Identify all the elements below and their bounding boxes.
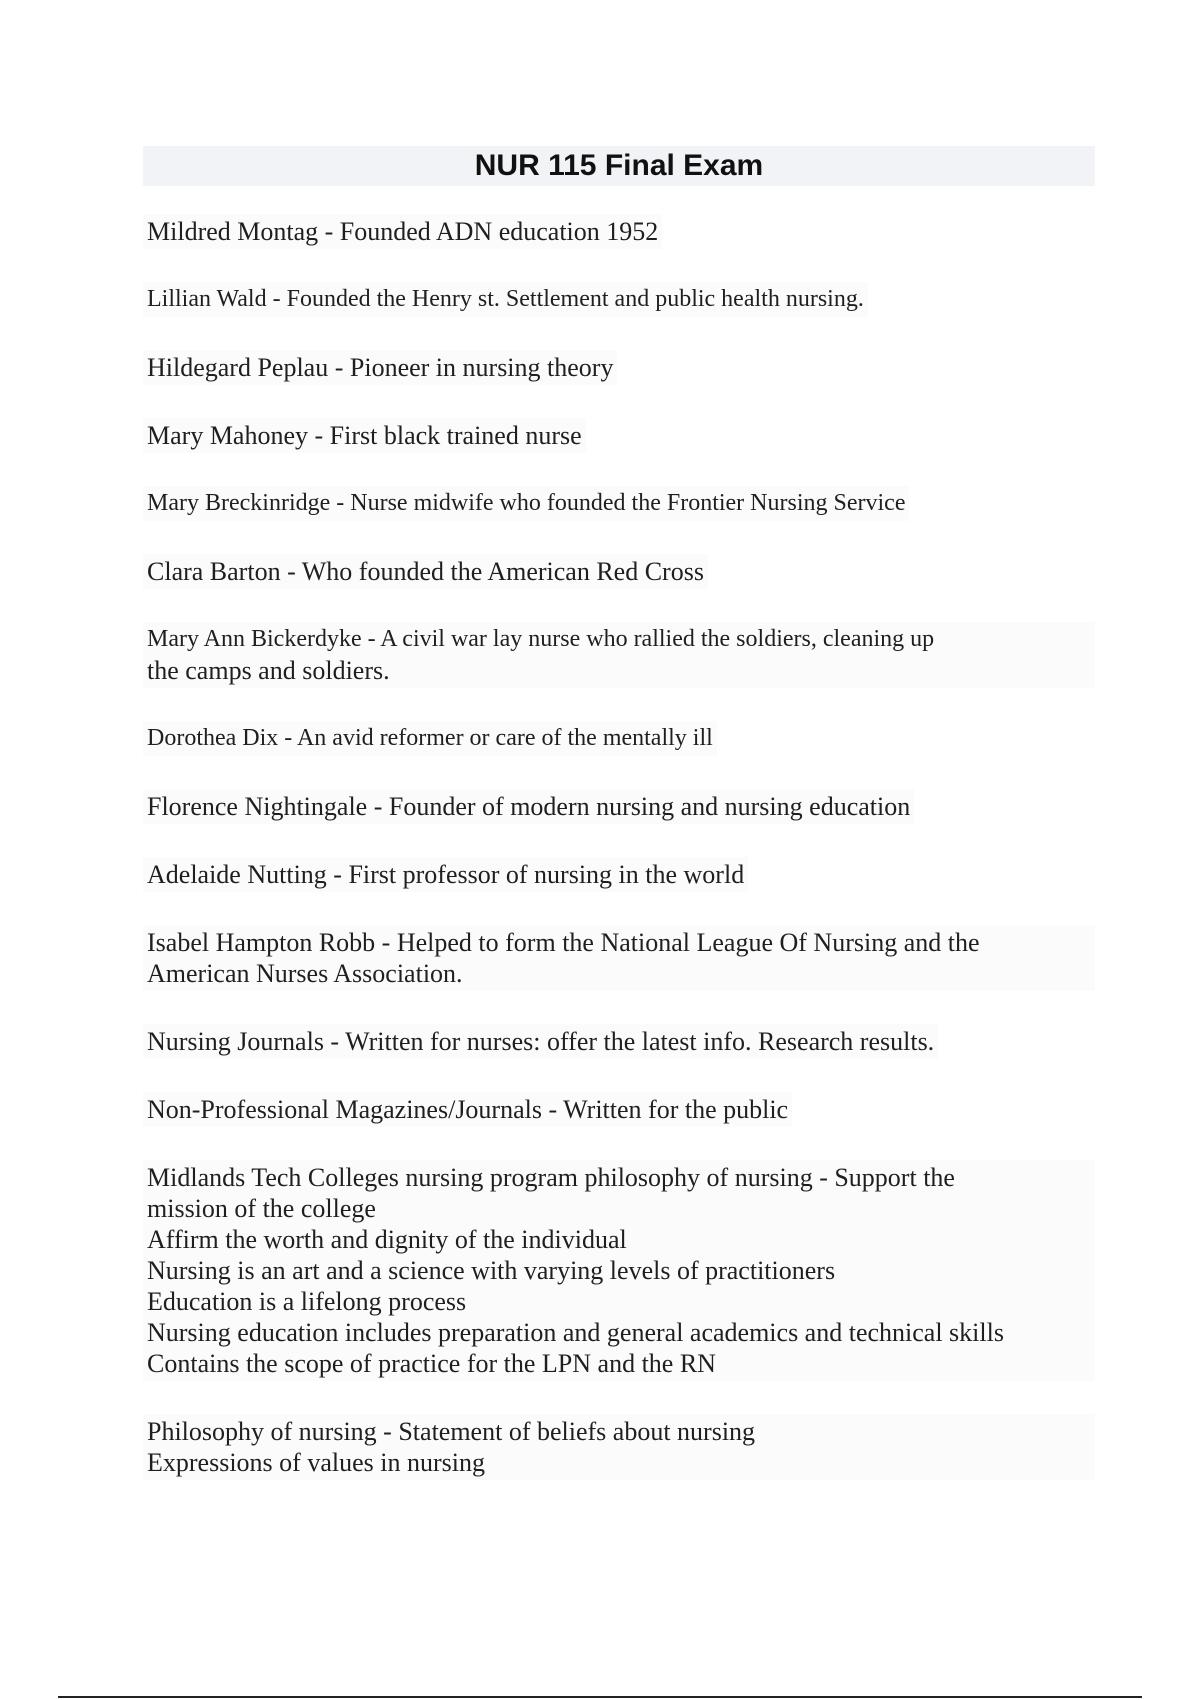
entry-line: Florence Nightingale - Founder of modern nursing and nursing education [147, 792, 911, 821]
list-item [143, 857, 748, 892]
list-item [143, 925, 1095, 991]
entry-line: Contains the scope of practice for the LPN and the RN [147, 1349, 716, 1378]
entry-line: mission of the college [147, 1194, 376, 1223]
entry-line: Affirm the worth and dignity of the individual [147, 1225, 627, 1254]
entry-line: Mary Mahoney - First black trained nurse [147, 421, 582, 450]
entry-line: Nursing is an art and a science with varying levels of practitioners [147, 1256, 836, 1285]
entry-line: Expressions of values in nursing [147, 1448, 485, 1477]
entry-line: Education is a lifelong process [147, 1287, 467, 1316]
entry-line: Philosophy of nursing - Statement of beliefs about nursing [147, 1417, 756, 1446]
entry-line: Mildred Montag - Founded ADN education 1952 [147, 217, 659, 246]
entry-line: Nursing Journals - Written for nurses: offer the latest info. Research results. [147, 1027, 935, 1056]
entry-line: Lillian Wald - Founded the Henry st. Settlement and public health nursing. [147, 286, 864, 312]
entry-line: Clara Barton - Who founded the American Red Cross [147, 557, 704, 586]
entry-line: Hildegard Peplau - Pioneer in nursing theory [147, 353, 614, 382]
entry-line: the camps and soldiers. [147, 656, 390, 685]
entry-line: Isabel Hampton Robb - Helped to form the National League Of Nursing and the [147, 928, 980, 957]
list-item [143, 622, 1095, 688]
list-item [143, 282, 868, 317]
page-title: NUR 115 Final Exam [474, 149, 764, 182]
entry-line: American Nurses Association. [147, 959, 463, 988]
entry-line: Non-Professional Magazines/Journals - Written for the public [147, 1095, 789, 1124]
footer-divider [58, 1696, 1142, 1698]
list-item [143, 1414, 1095, 1480]
list-item [143, 418, 586, 453]
entry-line: Adelaide Nutting - First professor of nursing in the world [147, 860, 745, 889]
entry-line: Dorothea Dix - An avid reformer or care of the mentally ill [147, 725, 713, 751]
list-item [143, 1160, 1095, 1381]
list-item [143, 789, 914, 824]
list-item [143, 486, 909, 521]
list-item [143, 721, 717, 756]
list-item [143, 554, 708, 589]
entry-line: Nursing education includes preparation and general academics and technical skills [147, 1318, 1004, 1347]
entry-line: Mary Breckinridge - Nurse midwife who founded the Frontier Nursing Service [147, 490, 906, 516]
entry-list [143, 214, 1095, 1513]
list-item [143, 1024, 938, 1059]
list-item [143, 350, 617, 385]
entry-line: Mary Ann Bickerdyke - A civil war lay nurse who rallied the soldiers, cleaning up [147, 626, 935, 652]
list-item [143, 1092, 792, 1127]
title-bar [143, 146, 1095, 186]
list-item [143, 214, 662, 249]
entry-line: Midlands Tech Colleges nursing program philosophy of nursing - Support the [147, 1163, 955, 1192]
